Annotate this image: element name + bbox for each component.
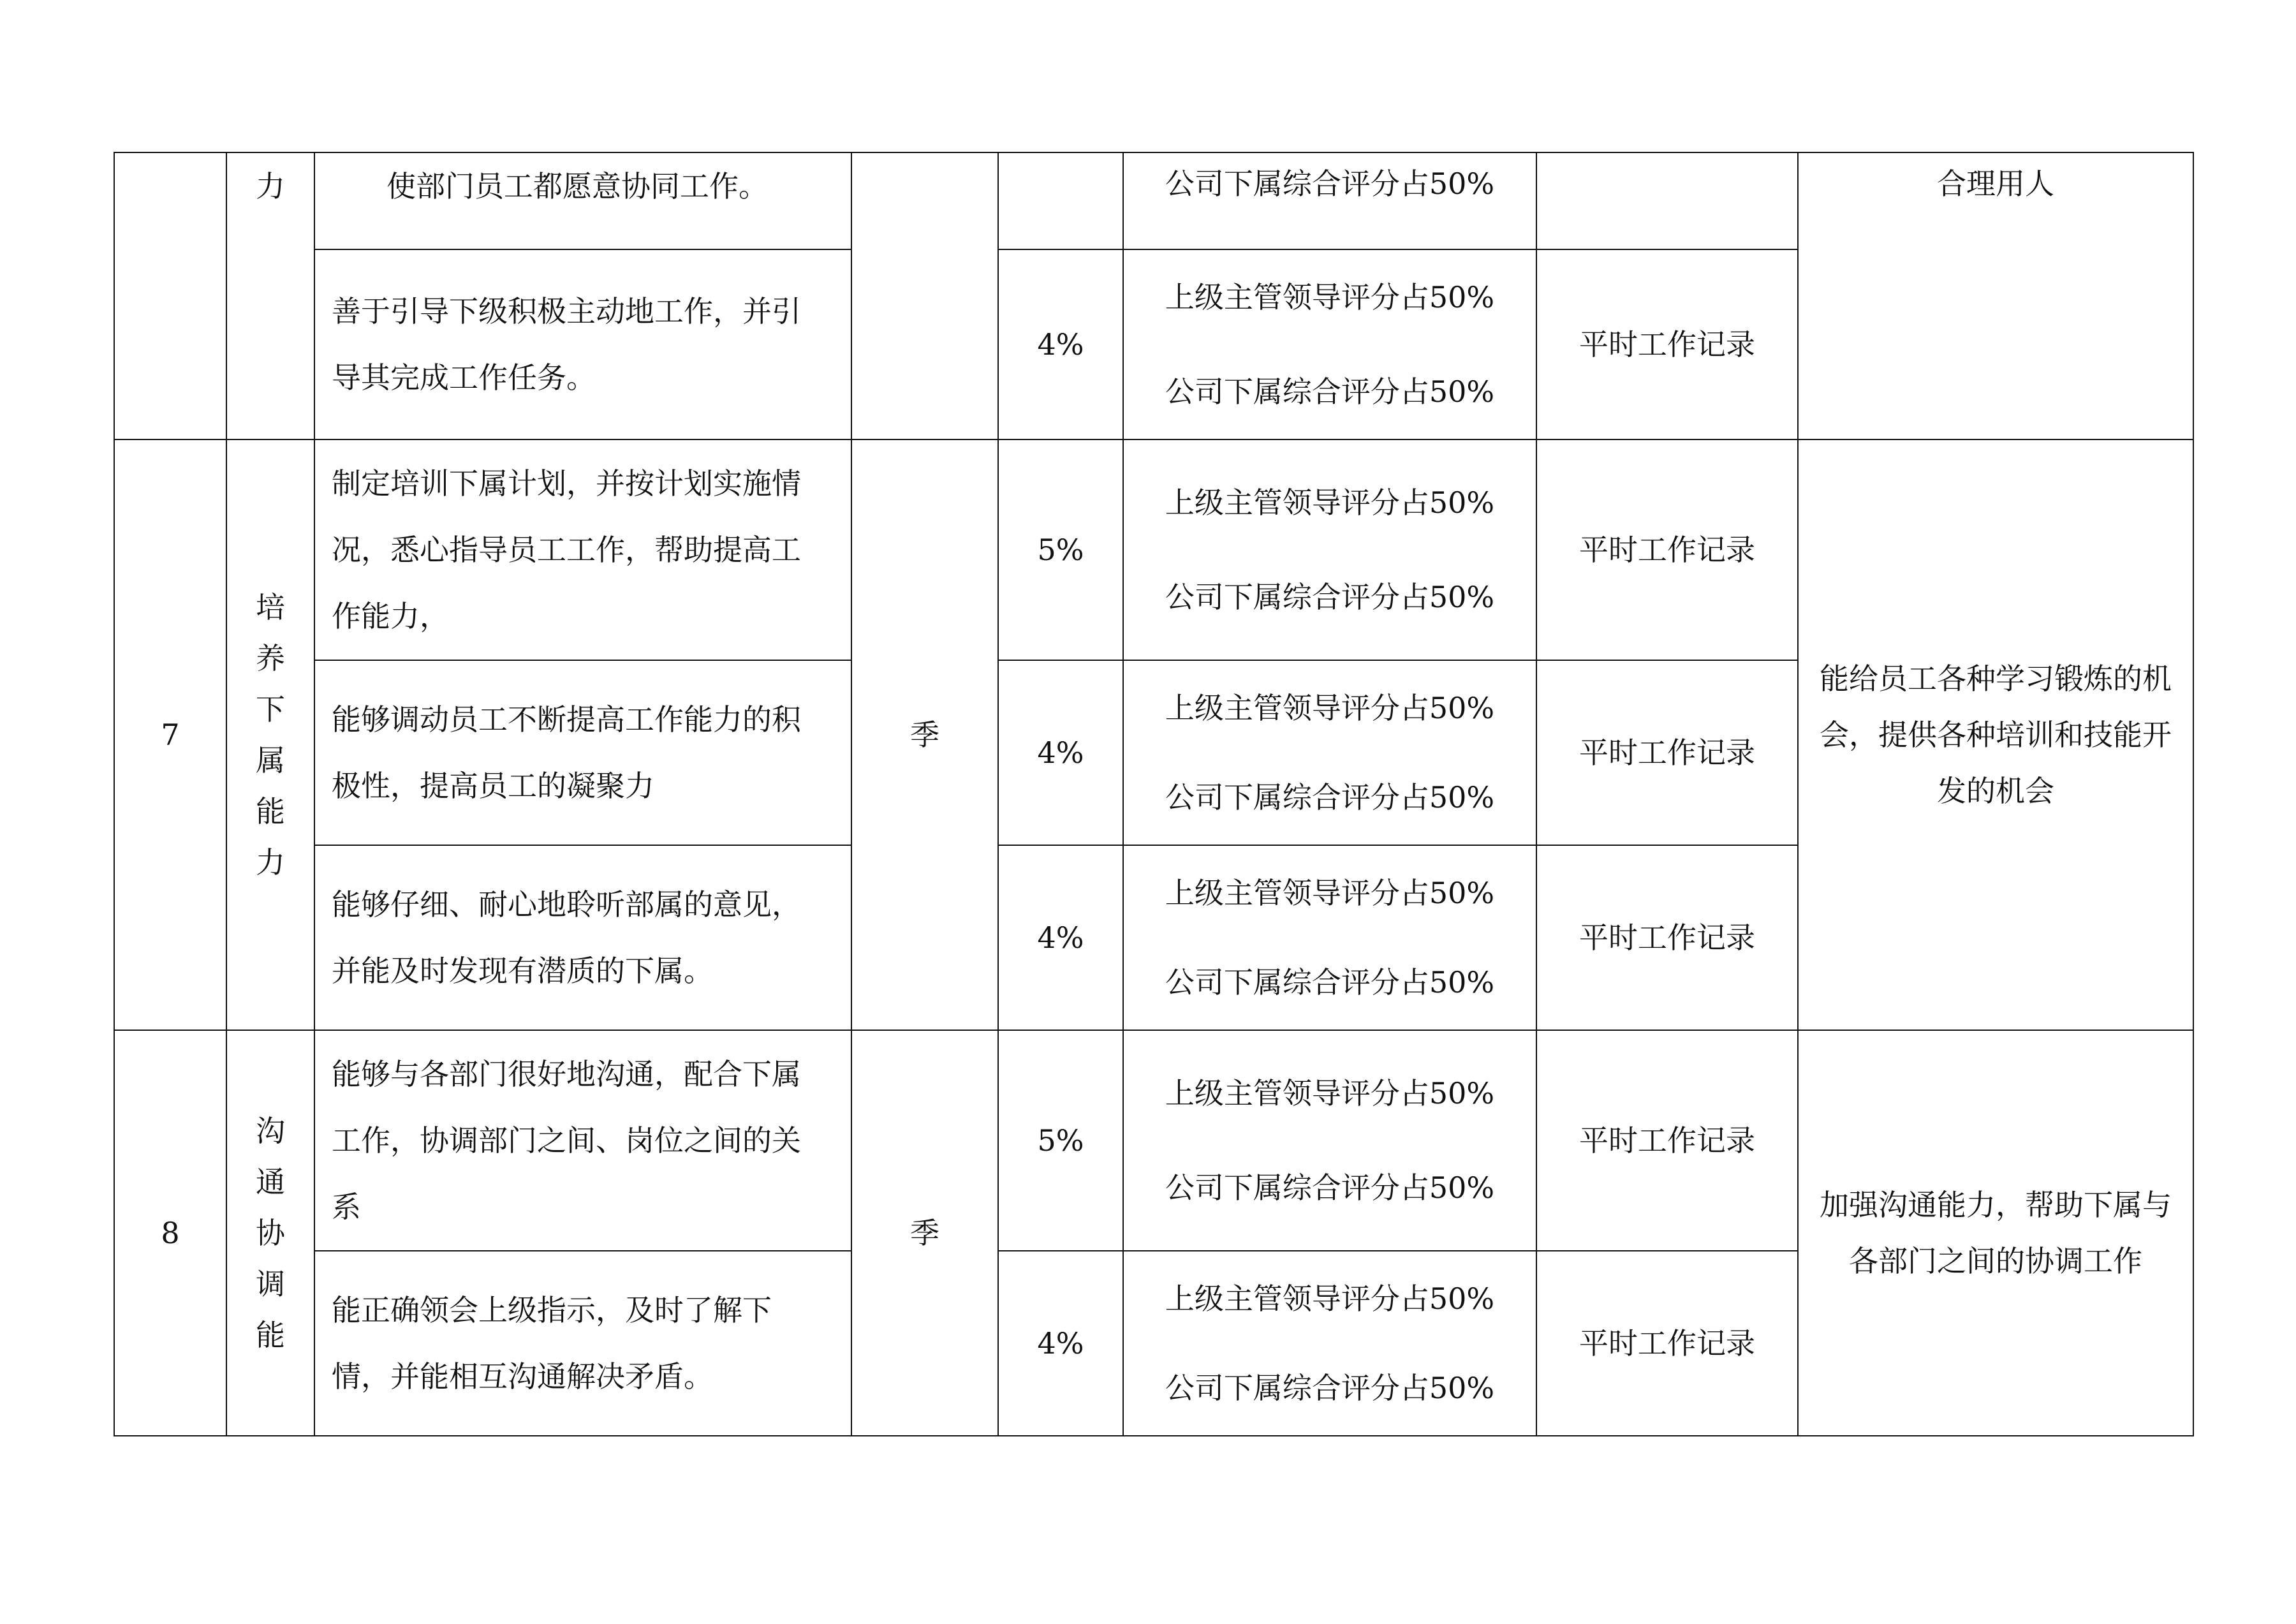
weight-cell <box>998 845 1123 1030</box>
criteria-cell <box>314 152 851 249</box>
criteria-text: 善于引导下级积极主动地工作，并引导其完成工作任务。 <box>332 294 801 395</box>
standard-line: 公司下属综合评分占50% <box>1165 1371 1495 1405</box>
cycle-text: 季 <box>910 1216 939 1250</box>
weight-value: 5% <box>1037 1123 1084 1158</box>
standard-cell <box>1123 439 1536 660</box>
weight-value: 4% <box>1037 735 1084 770</box>
standard-cell <box>1123 845 1536 1030</box>
standard-line: 公司下属综合评分占50% <box>1165 780 1495 815</box>
item-number: 7 <box>161 718 180 752</box>
criteria-text: 能够与各部门很好地沟通，配合下属工作，协调部门之间、岗位之间的关系 <box>332 1057 801 1224</box>
source-text: 平时工作记录 <box>1579 327 1755 362</box>
goal-text: 能给员工各种学习锻炼的机会，提供各种培训和技能开发的机会 <box>1820 661 2172 808</box>
category-cell <box>226 439 314 1030</box>
weight-cell <box>998 439 1123 660</box>
cycle-cell-empty <box>851 152 998 439</box>
weight-value: 5% <box>1037 533 1084 567</box>
criteria-cell <box>314 249 851 439</box>
item-number: 8 <box>161 1216 180 1250</box>
standard-line: 公司下属综合评分占50% <box>1165 580 1495 614</box>
weight-cell <box>998 1030 1123 1251</box>
standard-cell <box>1123 152 1536 249</box>
standard-cell <box>1123 660 1536 845</box>
criteria-text: 制定培训下属计划，并按计划实施情况，悉心指导员工工作，帮助提高工作能力， <box>332 466 801 633</box>
standard-line: 上级主管领导评分占50% <box>1165 485 1495 520</box>
cycle-cell <box>851 439 998 1030</box>
standard-cell <box>1123 1030 1536 1251</box>
category-label: 力 <box>256 169 285 203</box>
source-text: 平时工作记录 <box>1579 735 1755 770</box>
criteria-text: 能正确领会上级指示，及时了解下情，并能相互沟通解决矛盾。 <box>332 1293 772 1394</box>
number-cell <box>114 1030 226 1436</box>
goal-cell <box>1798 152 2193 439</box>
table-row <box>114 1030 2193 1251</box>
standard-line: 公司下属综合评分占50% <box>1165 374 1495 409</box>
cycle-cell <box>851 1030 998 1436</box>
source-cell <box>1536 660 1798 845</box>
standard-line: 公司下属综合评分占50% <box>1165 166 1495 201</box>
criteria-cell <box>314 439 851 660</box>
source-cell <box>1536 249 1798 439</box>
standard-line: 公司下属综合评分占50% <box>1165 965 1495 1000</box>
standard-cell <box>1123 1251 1536 1436</box>
source-text: 平时工作记录 <box>1579 533 1755 567</box>
criteria-text: 使部门员工都愿意协同工作。 <box>386 169 768 203</box>
source-cell <box>1536 1030 1798 1251</box>
criteria-cell <box>314 1251 851 1436</box>
standard-line: 上级主管领导评分占50% <box>1165 1076 1495 1111</box>
weight-cell-empty <box>998 152 1123 249</box>
weight-value: 4% <box>1037 327 1084 362</box>
category-label: 沟通协调能 <box>256 1114 285 1352</box>
document-page <box>114 152 2194 1436</box>
goal-cell <box>1798 439 2193 1030</box>
standard-line: 上级主管领导评分占50% <box>1165 876 1495 910</box>
kpi-table <box>114 152 2194 1436</box>
goal-cell <box>1798 1030 2193 1436</box>
number-cell <box>114 439 226 1030</box>
table-row <box>114 439 2193 660</box>
criteria-cell <box>314 660 851 845</box>
criteria-text: 能够调动员工不断提高工作能力的积极性，提高员工的凝聚力 <box>332 702 801 803</box>
table-row <box>114 152 2193 249</box>
weight-value: 4% <box>1037 1326 1084 1361</box>
source-cell-empty <box>1536 152 1798 249</box>
number-cell-empty <box>114 152 226 439</box>
goal-text: 合理用人 <box>1937 166 2054 201</box>
source-cell <box>1536 1251 1798 1436</box>
standard-cell <box>1123 249 1536 439</box>
weight-value: 4% <box>1037 920 1084 955</box>
weight-cell <box>998 660 1123 845</box>
category-cell <box>226 152 314 439</box>
criteria-cell <box>314 845 851 1030</box>
source-text: 平时工作记录 <box>1579 920 1755 955</box>
weight-cell <box>998 1251 1123 1436</box>
category-cell <box>226 1030 314 1436</box>
source-cell <box>1536 845 1798 1030</box>
standard-line: 上级主管领导评分占50% <box>1165 280 1495 314</box>
standard-line: 上级主管领导评分占50% <box>1165 691 1495 725</box>
standard-line: 公司下属综合评分占50% <box>1165 1170 1495 1205</box>
standard-line: 上级主管领导评分占50% <box>1165 1281 1495 1316</box>
source-text: 平时工作记录 <box>1579 1123 1755 1158</box>
weight-cell <box>998 249 1123 439</box>
source-cell <box>1536 439 1798 660</box>
goal-text: 加强沟通能力，帮助下属与各部门之间的协调工作 <box>1820 1188 2172 1278</box>
category-label: 培养下属能力 <box>256 590 285 880</box>
criteria-text: 能够仔细、耐心地聆听部属的意见，并能及时发现有潜质的下属。 <box>332 887 801 988</box>
source-text: 平时工作记录 <box>1579 1326 1755 1361</box>
criteria-cell <box>314 1030 851 1251</box>
cycle-text: 季 <box>910 718 939 752</box>
